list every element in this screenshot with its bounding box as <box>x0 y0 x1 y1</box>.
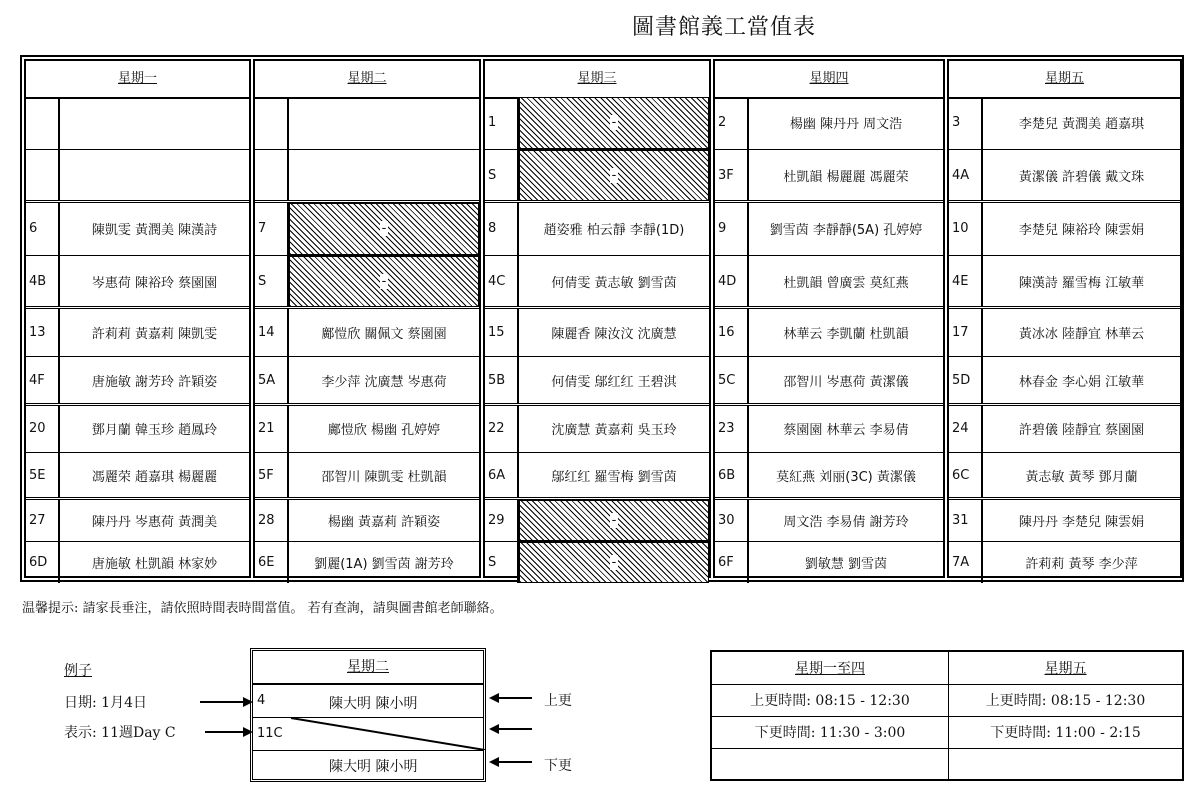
date-number: 29 <box>485 500 519 541</box>
week-block <box>26 200 249 306</box>
day-header: 星期一 <box>26 61 249 99</box>
date-row <box>949 309 1180 356</box>
date-row <box>949 406 1180 452</box>
cycle-code: 4C <box>485 256 519 308</box>
example-row-code <box>253 718 483 751</box>
cycle-row <box>255 149 479 202</box>
date-number: 9 <box>715 203 749 255</box>
date-number: 21 <box>255 406 289 452</box>
week-block <box>715 306 943 403</box>
date-row <box>255 500 479 541</box>
example-row-upper <box>253 685 483 718</box>
week-block <box>485 306 709 403</box>
cycle-row <box>715 149 943 202</box>
volunteer-names: 劉麗(1A) 劉雪茵 謝芳玲 <box>314 557 454 572</box>
volunteer-names: 劉敏慧 劉雪茵 <box>804 557 888 572</box>
week-block <box>949 403 1180 497</box>
cycle-code: 5B <box>485 357 519 404</box>
date-number: 30 <box>715 500 749 541</box>
arrow-line <box>200 701 245 703</box>
week-block <box>715 200 943 306</box>
date-number: 15 <box>485 309 519 356</box>
diagonal-divider <box>253 718 485 750</box>
week-block <box>949 497 1180 582</box>
date-row <box>715 97 943 149</box>
times-fri-lower: 下更時間: 11:00 - 2:15 <box>949 716 1184 748</box>
cycle-row <box>255 452 479 499</box>
example-date-line: 日期: 1月4日 <box>64 695 147 711</box>
cycle-row <box>26 356 249 404</box>
date-number <box>26 97 60 149</box>
cycle-code: 5A <box>255 357 289 404</box>
volunteer-names: 邵智川 岑惠荷 黃潔儀 <box>783 375 909 390</box>
holiday-dash: - <box>611 513 617 528</box>
volunteer-names: 黃冰冰 陸靜宜 林華云 <box>1018 327 1145 342</box>
times-empty-cell <box>949 748 1184 780</box>
arrow-line <box>497 728 532 730</box>
volunteer-names: 陳丹丹 李楚兒 陳雲娟 <box>1018 515 1145 530</box>
week-block <box>485 97 709 200</box>
volunteer-names: 許莉莉 黃嘉莉 陳凱雯 <box>91 327 218 342</box>
week-block <box>26 97 249 200</box>
volunteer-names: 李楚兒 陳裕玲 陳雲娟 <box>1018 223 1145 239</box>
day-header: 星期三 <box>485 61 709 99</box>
arrow-line <box>497 761 532 763</box>
cycle-row <box>949 149 1180 202</box>
cycle-code: 4B <box>26 256 60 308</box>
cycle-row <box>26 255 249 308</box>
upper-shift-label: 上更 <box>544 693 572 709</box>
cycle-row <box>949 356 1180 404</box>
cycle-row <box>715 255 943 308</box>
date-row <box>485 406 709 452</box>
holiday-dash: - <box>611 115 617 131</box>
volunteer-names: 周文浩 李易倩 謝芳玲 <box>783 515 909 530</box>
date-row <box>485 203 709 255</box>
date-number: 28 <box>255 500 289 541</box>
volunteer-names: 馮麗荣 趙嘉琪 楊麗麗 <box>91 469 218 485</box>
volunteer-names <box>289 150 479 202</box>
week-block <box>485 403 709 497</box>
volunteer-names <box>289 97 479 149</box>
volunteer-names: 鄺愷欣 關佩文 蔡園園 <box>321 327 447 342</box>
cycle-code: 3F <box>715 150 749 202</box>
week-block <box>255 200 479 306</box>
cycle-row <box>949 255 1180 308</box>
times-header-mon-thu: 星期一至四 <box>711 651 949 684</box>
week-block <box>949 200 1180 306</box>
volunteer-names: 陳漢詩 羅雪梅 江敏華 <box>1018 275 1145 291</box>
volunteer-names: 趙姿雅 柏云靜 李靜(1D) <box>543 223 685 239</box>
date-row <box>715 309 943 356</box>
cycle-row <box>485 541 709 583</box>
cycle-code: 4D <box>715 256 749 308</box>
cycle-row <box>255 541 479 583</box>
date-row <box>485 97 709 149</box>
week-block <box>26 306 249 403</box>
week-block <box>26 403 249 497</box>
date-number: 31 <box>949 500 983 541</box>
times-fri-upper: 上更時間: 08:15 - 12:30 <box>949 684 1184 716</box>
day-header: 星期五 <box>949 61 1180 99</box>
day-column <box>24 59 251 578</box>
week-block <box>485 497 709 582</box>
volunteer-names: 劉雪茵 李靜靜(5A) 孔婷婷 <box>769 223 923 239</box>
volunteer-names: 黃志敏 黃琴 鄧月蘭 <box>1025 469 1138 485</box>
day-column <box>253 59 481 578</box>
cycle-row <box>485 452 709 499</box>
date-row <box>26 309 249 356</box>
date-number: 1 <box>485 97 519 149</box>
volunteer-names <box>60 97 249 149</box>
volunteer-names: 蔡園園 林華云 李易倩 <box>783 423 909 439</box>
cycle-code: 6E <box>255 542 289 583</box>
cycle-row <box>715 356 943 404</box>
cycle-row <box>255 356 479 404</box>
date-row <box>26 97 249 149</box>
date-row <box>949 97 1180 149</box>
holiday-dash: - <box>381 221 387 237</box>
holiday-dash: - <box>611 555 617 570</box>
example-upper-names: 陳大明 陳小明 <box>329 696 418 712</box>
cycle-code: 6C <box>949 453 983 499</box>
holiday-dash: - <box>611 167 617 183</box>
week-block <box>255 306 479 403</box>
date-number: 8 <box>485 203 519 255</box>
holiday-cell <box>289 203 479 255</box>
example-display-line: 表示: 11週Day C <box>64 725 176 741</box>
volunteer-names: 杜凱韻 楊麗麗 馮麗荣 <box>783 169 909 185</box>
week-block <box>715 403 943 497</box>
date-number: 23 <box>715 406 749 452</box>
times-mon-thu-upper: 上更時間: 08:15 - 12:30 <box>711 684 949 716</box>
cycle-code: S <box>485 542 519 583</box>
date-row <box>485 500 709 541</box>
volunteer-names: 楊幽 陳丹丹 周文浩 <box>789 117 903 133</box>
week-block <box>255 403 479 497</box>
volunteer-names: 陳凱雯 黃潤美 陳漢詩 <box>91 223 218 239</box>
cycle-row <box>949 541 1180 583</box>
cycle-row <box>949 452 1180 499</box>
date-row <box>715 500 943 541</box>
example-box <box>250 648 486 782</box>
cycle-row <box>26 541 249 583</box>
week-block <box>26 497 249 582</box>
holiday-cell <box>519 150 709 202</box>
arrow-line <box>497 697 532 699</box>
date-number: 22 <box>485 406 519 452</box>
volunteer-names: 杜凱韻 曾廣雲 莫紅燕 <box>783 275 909 291</box>
date-row <box>715 406 943 452</box>
date-number: 16 <box>715 309 749 356</box>
cycle-row <box>26 149 249 202</box>
cycle-code: 6B <box>715 453 749 499</box>
date-row <box>255 309 479 356</box>
volunteer-names: 鄔红红 羅雪梅 劉雪茵 <box>551 469 677 485</box>
date-number: 7 <box>255 203 289 255</box>
volunteer-names: 許碧儀 陸靜宜 蔡園園 <box>1018 423 1145 439</box>
week-block <box>949 306 1180 403</box>
volunteer-names: 許莉莉 黃琴 李少萍 <box>1025 557 1138 572</box>
date-row <box>255 406 479 452</box>
volunteer-names: 何倩雯 鄔红红 王碧淇 <box>551 375 677 390</box>
week-block <box>255 497 479 582</box>
date-row <box>26 406 249 452</box>
holiday-cell <box>289 256 479 308</box>
week-block <box>949 97 1180 200</box>
date-number: 14 <box>255 309 289 356</box>
date-number: 24 <box>949 406 983 452</box>
day-column <box>947 59 1182 578</box>
cycle-code: 6F <box>715 542 749 583</box>
volunteer-names: 沈廣慧 黃嘉莉 吳玉玲 <box>551 423 677 439</box>
cycle-code <box>26 150 60 202</box>
date-row <box>949 203 1180 255</box>
cycle-code: 5E <box>26 453 60 499</box>
holiday-cell <box>519 97 709 149</box>
notice-text: 温馨提示: 請家長垂注，請依照時間表時間當值。 若有查詢，請與圖書館老師聯絡。 <box>22 601 503 616</box>
times-header-fri: 星期五 <box>949 651 1184 684</box>
volunteer-names: 林華云 李凱蘭 杜凱韻 <box>783 327 909 342</box>
volunteer-names: 楊幽 黃嘉莉 許穎姿 <box>327 515 441 530</box>
example-row-lower <box>253 750 483 782</box>
date-row <box>949 500 1180 541</box>
times-mon-thu-lower: 下更時間: 11:30 - 3:00 <box>711 716 949 748</box>
volunteer-names: 岑惠荷 陳裕玲 蔡園園 <box>91 275 218 291</box>
cycle-code: S <box>485 150 519 202</box>
volunteer-names: 莫紅燕 刘丽(3C) 黃潔儀 <box>776 469 916 485</box>
cycle-code: 6D <box>26 542 60 583</box>
cycle-code: 6A <box>485 453 519 499</box>
volunteer-names <box>60 150 249 202</box>
cycle-code: 7A <box>949 542 983 583</box>
date-number: 13 <box>26 309 60 356</box>
date-number: 3 <box>949 97 983 149</box>
example-box-header: 星期二 <box>253 651 483 685</box>
volunteer-names: 唐施敏 杜凱韻 林家妙 <box>91 557 218 572</box>
volunteer-names: 陳麗香 陳汝汶 沈廣慧 <box>551 327 677 342</box>
volunteer-names: 李楚兒 黃潤美 趙嘉琪 <box>1018 117 1145 133</box>
cycle-code: 4F <box>26 357 60 404</box>
date-row <box>255 203 479 255</box>
cycle-code: S <box>255 256 289 308</box>
date-number: 20 <box>26 406 60 452</box>
volunteer-names: 李少萍 沈廣慧 岑惠荷 <box>321 375 447 390</box>
shift-times-table <box>710 650 1184 781</box>
week-block <box>485 200 709 306</box>
cycle-code: 5C <box>715 357 749 404</box>
day-column <box>483 59 711 578</box>
volunteer-names: 林春金 李心娟 江敏華 <box>1018 375 1145 390</box>
date-row <box>255 97 479 149</box>
example-label: 例子 <box>64 663 92 679</box>
volunteer-names: 唐施敏 謝芳玲 許穎姿 <box>91 375 218 390</box>
volunteer-names: 何倩雯 黃志敏 劉雪茵 <box>551 275 677 291</box>
roster-table <box>20 55 1184 582</box>
date-number: 17 <box>949 309 983 356</box>
times-empty-cell <box>711 748 949 780</box>
cycle-row <box>255 255 479 308</box>
lower-shift-label: 下更 <box>544 758 572 774</box>
cycle-code: 4A <box>949 150 983 202</box>
date-number: 10 <box>949 203 983 255</box>
cycle-row <box>715 541 943 583</box>
date-row <box>26 500 249 541</box>
holiday-dash: - <box>381 273 387 289</box>
cycle-row <box>485 149 709 202</box>
date-number <box>255 97 289 149</box>
volunteer-names: 邵智川 陳凱雯 杜凱韻 <box>321 469 447 485</box>
page-title: 圖書館義工當值表 <box>632 15 817 40</box>
date-row <box>715 203 943 255</box>
volunteer-names: 黃潔儀 許碧儀 戴文珠 <box>1018 169 1145 185</box>
volunteer-names: 鄺愷欣 楊幽 孔婷婷 <box>327 423 441 439</box>
volunteer-names: 鄧月蘭 韓玉珍 趙鳳玲 <box>91 423 218 439</box>
example-cycle-code: 11C <box>257 726 283 741</box>
date-number: 6 <box>26 203 60 255</box>
cycle-code: 5F <box>255 453 289 499</box>
week-block <box>255 97 479 200</box>
week-block <box>715 97 943 200</box>
cycle-row <box>485 356 709 404</box>
cycle-row <box>485 255 709 308</box>
cycle-code: 5D <box>949 357 983 404</box>
volunteer-names: 陳丹丹 岑惠荷 黃潤美 <box>91 515 218 530</box>
date-number: 27 <box>26 500 60 541</box>
cycle-code <box>255 150 289 202</box>
day-header: 星期四 <box>715 61 943 99</box>
date-row <box>485 309 709 356</box>
holiday-cell <box>519 542 709 583</box>
example-date-number: 4 <box>257 693 266 708</box>
cycle-row <box>26 452 249 499</box>
arrow-line <box>205 731 245 733</box>
example-lower-names: 陳大明 陳小明 <box>329 759 418 775</box>
day-column <box>713 59 945 578</box>
date-row <box>26 203 249 255</box>
cycle-code: 4E <box>949 256 983 308</box>
holiday-cell <box>519 500 709 541</box>
week-block <box>715 497 943 582</box>
date-number: 2 <box>715 97 749 149</box>
day-header: 星期二 <box>255 61 479 99</box>
cycle-row <box>715 452 943 499</box>
